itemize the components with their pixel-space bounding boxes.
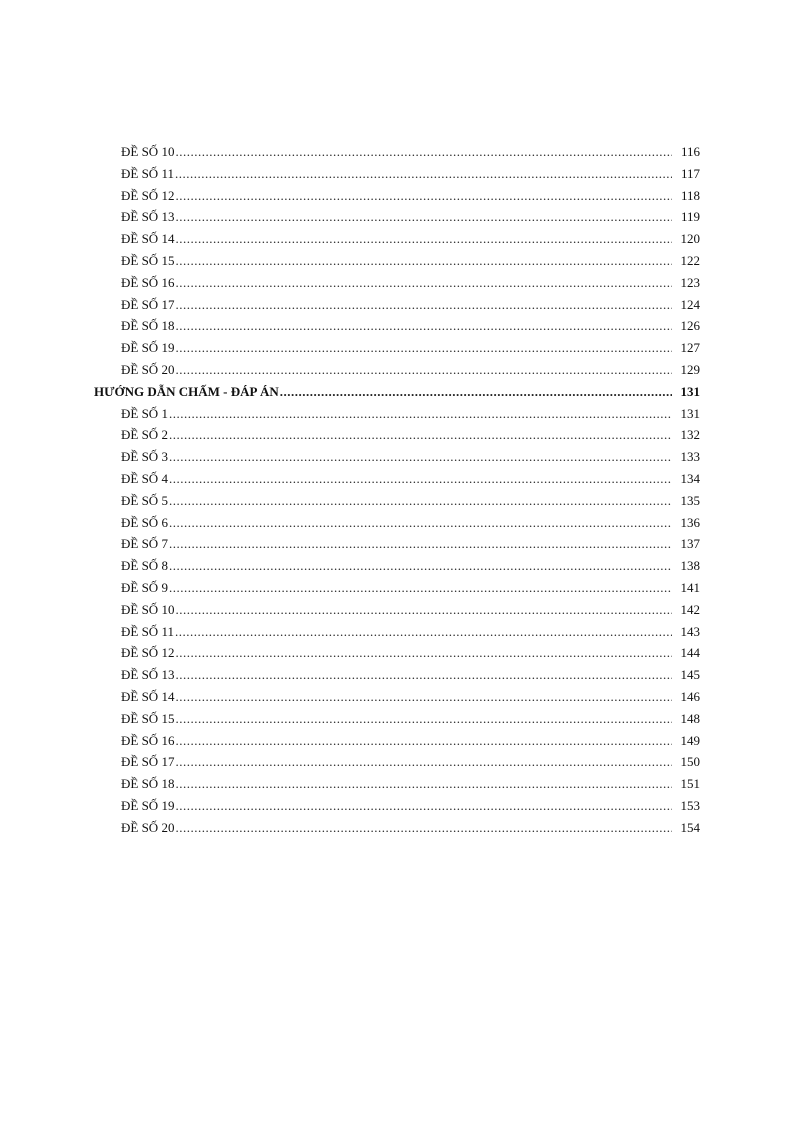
toc-entry-label: HƯỚNG DẪN CHẤM - ĐÁP ÁN bbox=[94, 383, 279, 399]
toc-entry[interactable] bbox=[0, 206, 793, 228]
toc-entry-label: ĐỀ SỐ 6 bbox=[121, 514, 168, 530]
toc-dot-leader bbox=[175, 708, 672, 730]
toc-dot-leader bbox=[175, 359, 672, 381]
toc-dot-leader bbox=[169, 577, 672, 599]
toc-page-number: 122 bbox=[680, 252, 700, 268]
toc-page-number: 149 bbox=[680, 732, 700, 748]
toc-entry[interactable] bbox=[0, 446, 793, 468]
toc-entry-label: ĐỀ SỐ 20 bbox=[121, 361, 175, 377]
toc-page-number: 120 bbox=[680, 231, 700, 247]
toc-page-number: 135 bbox=[680, 492, 700, 508]
table-of-contents bbox=[0, 141, 793, 839]
toc-page-number: 116 bbox=[680, 144, 700, 159]
toc-entry[interactable] bbox=[0, 468, 793, 490]
toc-page-number: 131 bbox=[680, 405, 700, 421]
toc-page-number: 131 bbox=[680, 383, 700, 399]
toc-entry-label: ĐỀ SỐ 16 bbox=[121, 732, 175, 748]
toc-entry-label: ĐỀ SỐ 11 bbox=[121, 165, 174, 181]
toc-dot-leader bbox=[169, 512, 672, 534]
toc-entry[interactable] bbox=[0, 751, 793, 773]
toc-dot-leader bbox=[175, 185, 672, 207]
toc-page-number: 136 bbox=[680, 514, 700, 530]
toc-entry-label: ĐỀ SỐ 17 bbox=[121, 296, 175, 312]
toc-page-number: 127 bbox=[680, 340, 700, 356]
toc-dot-leader bbox=[169, 403, 672, 425]
toc-entry[interactable] bbox=[0, 708, 793, 730]
toc-page-number: 154 bbox=[680, 819, 700, 835]
toc-dot-leader bbox=[175, 730, 672, 752]
toc-entry[interactable] bbox=[0, 555, 793, 577]
toc-entry[interactable] bbox=[0, 294, 793, 316]
toc-dot-leader bbox=[175, 163, 672, 185]
toc-page-number: 150 bbox=[680, 754, 700, 770]
toc-dot-leader bbox=[175, 621, 672, 643]
toc-entry-label: ĐỀ SỐ 7 bbox=[121, 536, 168, 552]
toc-page-number: 132 bbox=[680, 427, 700, 443]
toc-page-number: 143 bbox=[680, 623, 700, 639]
toc-page-number: 151 bbox=[680, 776, 700, 792]
toc-dot-leader bbox=[169, 446, 672, 468]
toc-dot-leader bbox=[175, 664, 672, 686]
toc-entry[interactable] bbox=[0, 250, 793, 272]
toc-dot-leader bbox=[175, 642, 672, 664]
toc-page-number: 134 bbox=[680, 470, 700, 486]
toc-entry-label: ĐỀ SỐ 14 bbox=[121, 231, 175, 247]
toc-entry-label: ĐỀ SỐ 2 bbox=[121, 427, 168, 443]
toc-dot-leader bbox=[169, 533, 672, 555]
toc-entry-label: ĐỀ SỐ 19 bbox=[121, 340, 175, 356]
toc-entry[interactable] bbox=[0, 424, 793, 446]
toc-dot-leader bbox=[175, 817, 672, 839]
toc-dot-leader bbox=[175, 141, 672, 163]
toc-entry[interactable] bbox=[0, 315, 793, 337]
toc-page-number: 126 bbox=[680, 318, 700, 334]
toc-entry-label: ĐỀ SỐ 3 bbox=[121, 449, 168, 465]
toc-page-number: 119 bbox=[680, 209, 700, 225]
toc-page-number: 144 bbox=[680, 645, 700, 661]
toc-entry[interactable] bbox=[0, 359, 793, 381]
toc-dot-leader bbox=[175, 272, 672, 294]
toc-entry-label: ĐỀ SỐ 9 bbox=[121, 579, 168, 595]
toc-dot-leader bbox=[175, 337, 672, 359]
toc-page-number: 142 bbox=[680, 601, 700, 617]
toc-page-number: 118 bbox=[680, 187, 700, 203]
toc-dot-leader bbox=[169, 424, 672, 446]
toc-entry[interactable] bbox=[0, 403, 793, 425]
toc-entry[interactable] bbox=[0, 577, 793, 599]
toc-entry[interactable] bbox=[0, 185, 793, 207]
toc-dot-leader bbox=[175, 228, 672, 250]
toc-dot-leader bbox=[175, 206, 672, 228]
toc-entry-label: ĐỀ SỐ 8 bbox=[121, 558, 168, 574]
toc-dot-leader bbox=[169, 555, 672, 577]
toc-entry-label: ĐỀ SỐ 18 bbox=[121, 318, 175, 334]
toc-entry-label: ĐỀ SỐ 10 bbox=[121, 144, 175, 159]
toc-entry[interactable] bbox=[0, 686, 793, 708]
toc-page-number: 129 bbox=[680, 361, 700, 377]
toc-dot-leader bbox=[175, 795, 672, 817]
toc-entry-label: ĐỀ SỐ 12 bbox=[121, 645, 175, 661]
toc-entry-label: ĐỀ SỐ 17 bbox=[121, 754, 175, 770]
toc-entry[interactable] bbox=[0, 773, 793, 795]
toc-entry[interactable] bbox=[0, 599, 793, 621]
toc-dot-leader bbox=[175, 599, 672, 621]
toc-dot-leader bbox=[175, 294, 672, 316]
toc-entry[interactable] bbox=[0, 795, 793, 817]
toc-dot-leader bbox=[169, 490, 672, 512]
toc-entry-label: ĐỀ SỐ 13 bbox=[121, 667, 175, 683]
toc-entry-label: ĐỀ SỐ 18 bbox=[121, 776, 175, 792]
toc-entry-label: ĐỀ SỐ 4 bbox=[121, 470, 168, 486]
toc-entry-label: ĐỀ SỐ 11 bbox=[121, 623, 174, 639]
toc-entry-label: ĐỀ SỐ 5 bbox=[121, 492, 168, 508]
toc-dot-leader bbox=[169, 468, 672, 490]
toc-entry-list bbox=[0, 141, 793, 839]
toc-dot-leader bbox=[175, 751, 672, 773]
toc-entry[interactable] bbox=[0, 817, 793, 839]
toc-entry[interactable] bbox=[0, 730, 793, 752]
toc-dot-leader bbox=[175, 250, 672, 272]
toc-page-number: 138 bbox=[680, 558, 700, 574]
toc-entry[interactable] bbox=[0, 228, 793, 250]
toc-page-number: 146 bbox=[680, 688, 700, 704]
toc-entry-label: ĐỀ SỐ 1 bbox=[121, 405, 168, 421]
toc-entry-label: ĐỀ SỐ 16 bbox=[121, 274, 175, 290]
toc-entry-label: ĐỀ SỐ 20 bbox=[121, 819, 175, 835]
toc-entry[interactable] bbox=[0, 642, 793, 664]
toc-entry[interactable] bbox=[0, 141, 793, 163]
toc-section-heading[interactable] bbox=[0, 381, 793, 403]
toc-entry-label: ĐỀ SỐ 14 bbox=[121, 688, 175, 704]
toc-entry[interactable] bbox=[0, 664, 793, 686]
toc-entry-label: ĐỀ SỐ 19 bbox=[121, 797, 175, 813]
toc-entry[interactable] bbox=[0, 512, 793, 534]
toc-dot-leader bbox=[175, 315, 672, 337]
toc-entry[interactable] bbox=[0, 163, 793, 185]
toc-page-number: 148 bbox=[680, 710, 700, 726]
toc-dot-leader bbox=[280, 381, 672, 403]
toc-entry[interactable] bbox=[0, 621, 793, 643]
toc-entry-label: ĐỀ SỐ 13 bbox=[121, 209, 175, 225]
toc-entry-label: ĐỀ SỐ 15 bbox=[121, 252, 175, 268]
toc-page-number: 145 bbox=[680, 667, 700, 683]
toc-page-number: 124 bbox=[680, 296, 700, 312]
toc-entry-label: ĐỀ SỐ 10 bbox=[121, 601, 175, 617]
toc-page-number: 123 bbox=[680, 274, 700, 290]
toc-dot-leader bbox=[175, 686, 672, 708]
toc-entry-label: ĐỀ SỐ 12 bbox=[121, 187, 175, 203]
toc-page-number: 137 bbox=[680, 536, 700, 552]
toc-page-number: 153 bbox=[680, 797, 700, 813]
toc-entry[interactable] bbox=[0, 337, 793, 359]
toc-entry[interactable] bbox=[0, 272, 793, 294]
toc-entry[interactable] bbox=[0, 533, 793, 555]
toc-page-number: 141 bbox=[680, 579, 700, 595]
toc-dot-leader bbox=[175, 773, 672, 795]
toc-page-number: 133 bbox=[680, 449, 700, 465]
toc-entry-label: ĐỀ SỐ 15 bbox=[121, 710, 175, 726]
toc-page-number: 117 bbox=[680, 165, 700, 181]
toc-entry[interactable] bbox=[0, 490, 793, 512]
